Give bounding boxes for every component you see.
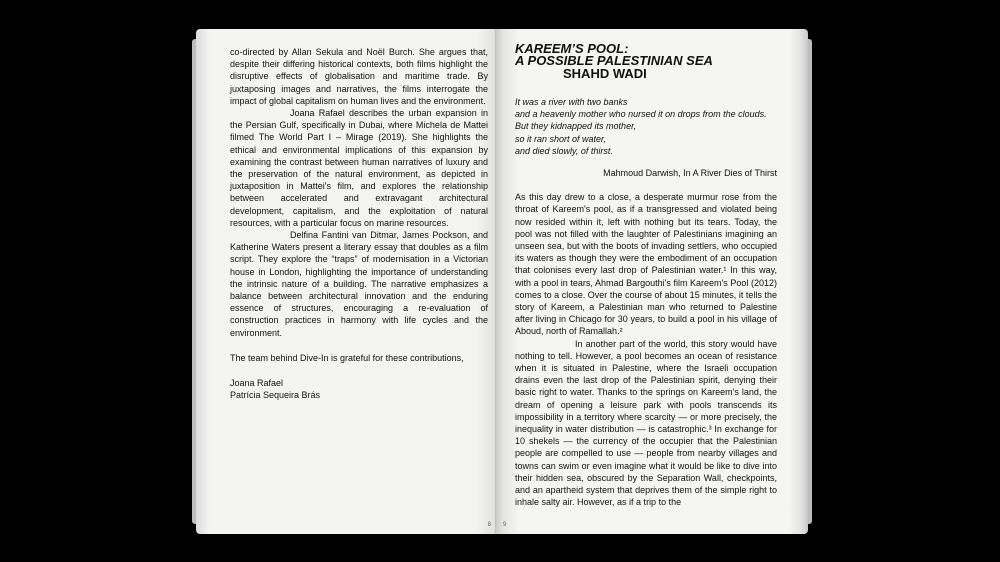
poem-line: and a heavenly mother who nursed it on drops from the clouds. <box>515 109 767 120</box>
left-page-text <box>230 46 488 401</box>
right-page-text <box>515 43 777 509</box>
essay-paragraph-2: In another part of the world, this story would have nothing to tell. However, a pool becomes an ocean of resistance when it is situated in Palestine, where the Israeli occupation drains even the last drop of the Palestinian spirit, denying their basic right to water. Thanks to the springs on Kareem's land, the dream of opening a leisure park with pools transcends its impossibility in a territory where scarcity — or more precisely, the inequality in water distribution — is catastrophic.³ In exchange for 10 shekels — the currency of the occupier that the Palestinian people are compelled to use — people from nearby villages and towns can swim or even imagine what it would be like to dive into their hidden sea, obscured by the Separation Wall, checkpoints, and an apartheid system that deprives them of the simple right to inhale salty air. However, as if a trip to the <box>515 338 777 508</box>
right-page-number: 9 <box>503 522 507 528</box>
left-paragraph-3: Delfina Fantini van Ditmar, James Pockson, and Katherine Waters present a literary essay that doubles as a film script. They explore the “traps” of modernisation in a Victorian house in London, highlighting the importance of understanding the intrinsic nature of a building. The narrative emphasizes a balance between architectural innovation and the enduring essence of structures, encouraging a re-evaluation of construction practices in harmony with life cycles and the environment. <box>230 230 488 338</box>
left-page <box>196 29 497 534</box>
poem-line: But they kidnapped its mother, <box>515 121 637 132</box>
left-page-number: 8 <box>487 522 491 528</box>
left-paragraph-2: Joana Rafael describes the urban expansion in the Persian Gulf, specifically in Dubai, where Michela de Mattei filmed The World Part I – Mirage (2019). She highlights the ethical and environmental implications of this expansion by examining the contrast between human narratives of luxury and the preservation of the natural environment, as depicted in juxtaposition in Mattei's film, and explores the relationship between accelerated and extravagant architectural development, capitalism, and the exploitation of natural resources, with a particular focus on marine resources. <box>230 108 488 228</box>
essay-body <box>515 191 777 508</box>
essay-author: SHAHD WADI <box>563 66 647 81</box>
poem-line: and died slowly, of thirst. <box>515 145 613 156</box>
epigraph-poem <box>515 96 777 157</box>
signature-patricia: Patrícia Sequeira Brás <box>230 390 321 401</box>
essay-title-line-1: KAREEM’S POOL: <box>515 41 629 56</box>
poem-line: so it ran short of water, <box>515 133 607 144</box>
poem-credit: Mahmoud Darwish, In A River Dies of Thirst <box>603 168 777 179</box>
right-page <box>497 29 808 534</box>
thanks-line: The team behind Dive-In is grateful for these contributions, <box>230 352 464 363</box>
essay-paragraph-1: As this day drew to a close, a desperate murmur rose from the throat of Kareem's pool, as if a transgressed and violated being now resided within it, left with nothing but its tears. Today, the pool was not filled with the laughter of Palestinians imagining an unseen sea, but with the boots of invading settlers, who occupied its waters as though they were the embodiment of an occupation that colonises every last drop of Palestinian water.¹ In this way, with a pool in tears, Ahmad Bargouthi's film Kareem's Pool (2012) comes to a close. Over the course of about 15 minutes, it tells the story of Kareem, a Palestinian man who returned to Palestine after living in Chicago for 30 years, to build a pool in his village of Aboud, north of Ramallah.² <box>515 192 777 337</box>
left-paragraph-1: co-directed by Allan Sekula and Noël Burch. She argues that, despite their differing historical contexts, both films highlight the disruptive effects of globalisation and maritime trade. By juxtaposing images and narratives, the films interrogate the impact of global capitalism on human lives and the environment. <box>230 47 488 106</box>
open-book <box>196 29 808 534</box>
signature-joana: Joana Rafael <box>230 378 284 389</box>
essay-title-line-2: A POSSIBLE PALESTINIAN SEA <box>515 53 713 68</box>
poem-line: It was a river with two banks <box>515 97 628 107</box>
